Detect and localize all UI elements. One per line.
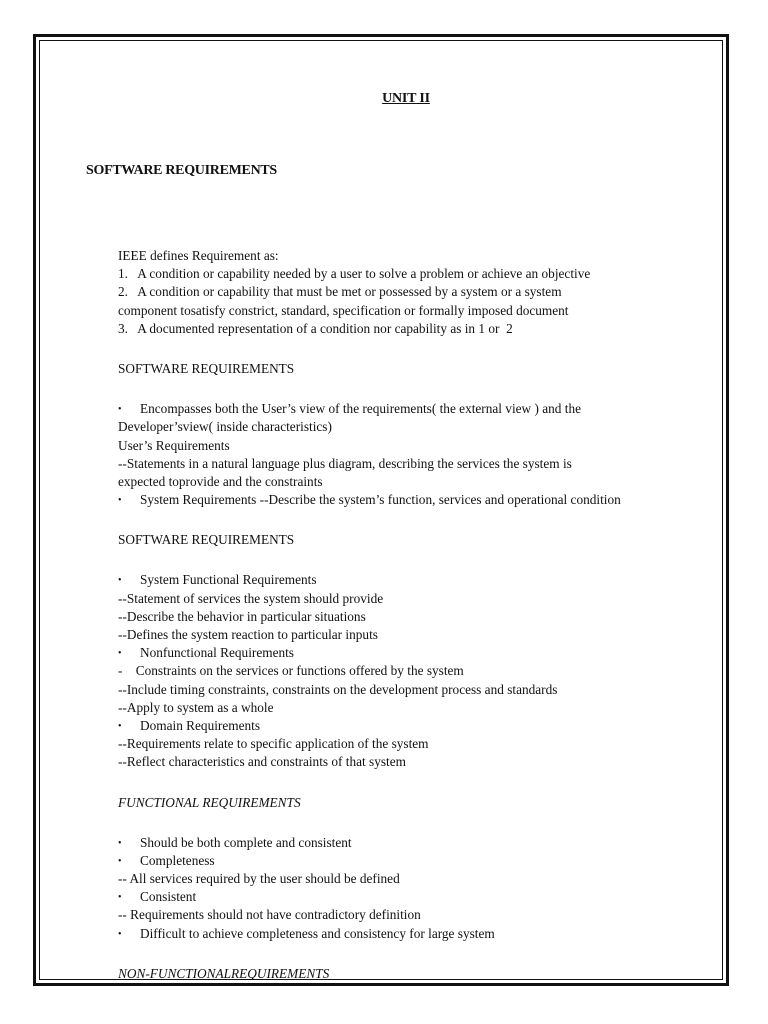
text-line: - Constraints on the services or functions offered by the system [118, 663, 464, 679]
ieee-item: 2. A condition or capability that must be met or possessed by a system or a system [118, 284, 562, 300]
text-line: --Requirements relate to specific application of the system [118, 736, 429, 752]
text-line: -- All services required by the user should be defined [118, 871, 400, 887]
text-line: expected toprovide and the constraints [118, 473, 323, 489]
ieee-item: 1. A condition or capability needed by a user to solve a problem or achieve an objective [118, 266, 591, 282]
text-line: --Describe the behavior in particular situations [118, 608, 366, 624]
bullet-line: • System Functional Requirements [118, 571, 708, 589]
text-line: -- Requirements should not have contradictory definition [118, 907, 421, 923]
bullet-line: • Nonfunctional Requirements [118, 644, 708, 662]
unit-title: UNIT II [382, 91, 430, 106]
text-line: --Include timing constraints, constraints on the development process and standards [118, 681, 558, 697]
bullet-line: • System Requirements --Describe the system’s function, services and operational condition [118, 491, 708, 509]
document-body [118, 247, 708, 983]
bullet-line: • Difficult to achieve completeness and consistency for large system [118, 925, 708, 943]
ieee-item: component tosatisfy constrict, standard, specification or formally imposed document [118, 302, 569, 318]
section-heading: FUNCTIONAL REQUIREMENTS [118, 794, 301, 810]
ieee-item: 3. A documented representation of a condition nor capability as in 1 or 2 [118, 320, 513, 336]
text-line: --Statements in a natural language plus diagram, describing the services the system is [118, 455, 572, 471]
section-heading: SOFTWARE REQUIREMENTS [118, 532, 295, 548]
text-line: --Reflect characteristics and constraints of that system [118, 754, 406, 770]
text-line: User’s Requirements [118, 437, 230, 453]
ieee-intro: IEEE defines Requirement as: [118, 248, 279, 263]
text-line: Developer’sview( inside characteristics) [118, 419, 332, 435]
text-line: --Defines the system reaction to particular inputs [118, 627, 378, 642]
bullet-line: • Domain Requirements [118, 717, 708, 735]
text-line: --Statement of services the system should provide [118, 590, 384, 606]
section-heading: NON-FUNCTIONALREQUIREMENTS [118, 965, 330, 981]
bullet-line: • Should be both complete and consistent [118, 834, 708, 852]
bullet-line: • Completeness [118, 852, 708, 870]
bullet-line: • Consistent [118, 888, 708, 906]
bullet-line: • Encompasses both the User’s view of the requirements( the external view ) and the [118, 400, 708, 418]
main-heading: SOFTWARE REQUIREMENTS [86, 163, 277, 178]
text-line: --Apply to system as a whole [118, 699, 274, 715]
section-heading: SOFTWARE REQUIREMENTS [118, 360, 295, 376]
